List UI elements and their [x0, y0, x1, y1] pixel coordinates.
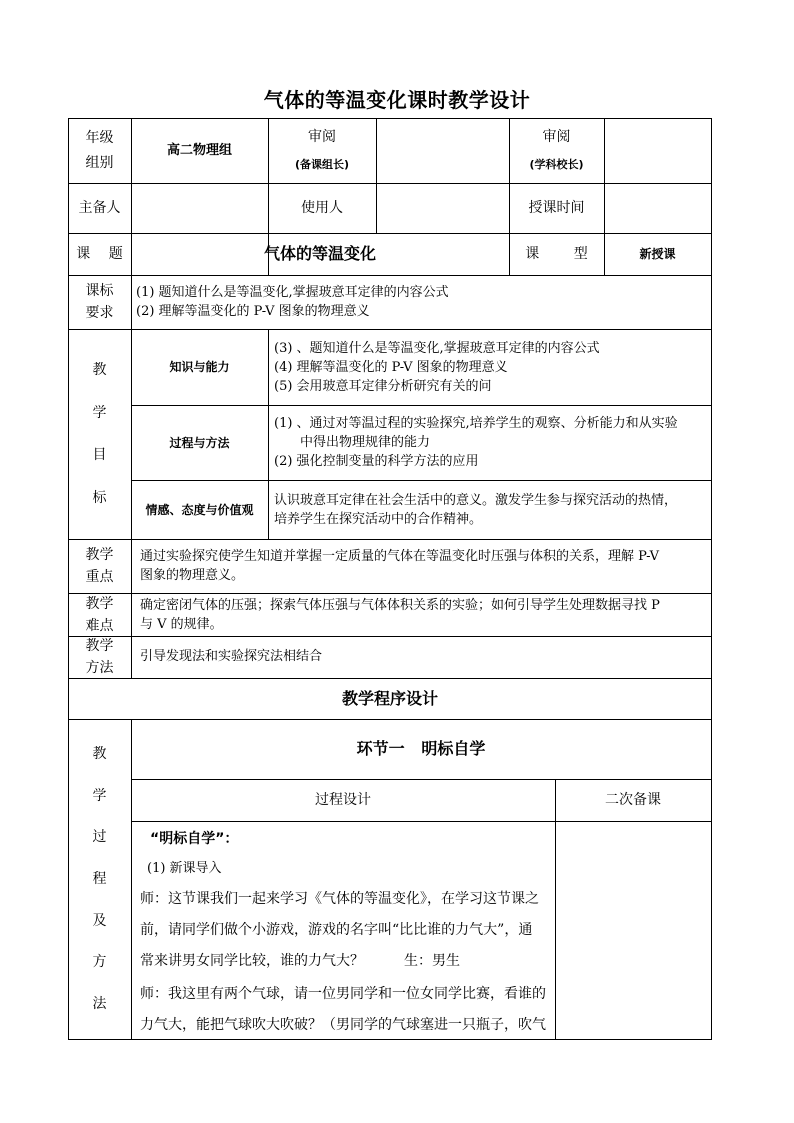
objective-process-items: [274, 405, 708, 480]
list-item: (4) 理解等温变化的 P-V 图象的物理意义: [274, 359, 508, 375]
difficulty-label-1: 教学: [85, 595, 114, 612]
group-label: 组别: [85, 154, 114, 171]
focus-label-1: 教学: [85, 547, 114, 563]
program-side-label: [68, 719, 131, 1039]
time-label: 授课时间: [528, 200, 585, 216]
side-label-char: 法: [92, 996, 107, 1013]
objective-knowledge-label: 知识与能力: [169, 360, 230, 374]
review-leader: [268, 118, 376, 183]
review1-value: [376, 118, 509, 183]
body-line: 力气大，能把气球吹大吹破？（男同学的气球塞进一只瓶子，吹气: [140, 1017, 546, 1033]
text-line: 图象的物理意义。: [140, 568, 245, 583]
focus-label: [68, 539, 131, 593]
body-line: 常来讲男女同学比较，谁的力气大？ 生：男生: [140, 953, 461, 969]
body-line: (1) 新课导入: [147, 861, 222, 876]
review1-sub: (备课组长): [294, 157, 350, 171]
text-line: 通过实验探究使学生知道并掌握一定质量的气体在等温变化时压强与体积的关系，理解 P-V: [140, 549, 660, 564]
side-label-char: 学: [92, 787, 107, 804]
review-principal: [509, 118, 604, 183]
program-title: 教学程序设计: [341, 688, 438, 708]
objectives-label-char: 教: [92, 362, 107, 379]
body-line: “明标自学”：: [150, 831, 239, 847]
review1-label: 审阅: [308, 128, 336, 145]
standard-items: [136, 275, 706, 329]
col-second-header: 二次备课: [605, 792, 661, 808]
topic-label: 课 题: [76, 246, 123, 262]
list-item: (1) 题知道什么是等温变化,掌握玻意耳定律的内容公式: [136, 285, 449, 300]
list-item: 认识玻意耳定律在社会生活中的意义。激发学生参与探究活动的热情，: [274, 492, 678, 508]
col-process-header: 过程设计: [315, 792, 371, 808]
focus-text: [140, 539, 708, 593]
side-label-char: 程: [92, 870, 107, 887]
method-label: [68, 636, 131, 678]
objectives-label: [68, 329, 131, 539]
type-value: 新授课: [639, 247, 676, 261]
review2-label: 审阅: [542, 128, 571, 145]
list-item: (5) 会用玻意耳定律分析研究有关的问: [274, 378, 492, 394]
topic-value: 气体的等温变化: [263, 244, 376, 263]
preparer-label: 主备人: [78, 200, 121, 216]
user-label: 使用人: [301, 200, 343, 216]
list-item: (2) 强化控制变量的科学方法的应用: [274, 454, 479, 469]
method-label-2: 方法: [85, 660, 114, 676]
objective-process-label: 过程与方法: [169, 435, 230, 450]
list-item: (3) 、题知道什么是等温变化,掌握玻意耳定律的内容公式: [274, 340, 600, 356]
list-item: 中得出物理规律的能力: [300, 435, 431, 450]
objective-attitude-items: [274, 480, 708, 539]
focus-label-2: 重点: [85, 569, 114, 585]
side-label-char: 方: [92, 954, 107, 971]
grade-group-label: [68, 118, 131, 183]
review2-sub: (学科校长): [529, 157, 584, 171]
type-label: 课 型: [525, 246, 588, 262]
side-label-char: 教: [92, 745, 107, 762]
side-label-char: 过: [92, 829, 107, 846]
section-title: 环节一 明标自学: [356, 739, 486, 758]
objectives-label-char: 标: [92, 489, 107, 506]
text-line: 与 V 的规律。: [140, 616, 223, 632]
method-label-1: 教学: [85, 638, 114, 654]
body-line: 师：这节课我们一起来学习《气体的等温变化》，在学习这节课之: [140, 891, 539, 907]
objectives-label-char: 学: [92, 404, 107, 421]
standard-label-2: 要求: [85, 305, 114, 321]
method-text: 引导发现法和实验探究法相结合: [140, 649, 323, 664]
body-line: 师：我这里有两个气球，请一位男同学和一位女同学比赛，看谁的: [140, 986, 546, 1002]
difficulty-text: [140, 593, 708, 636]
text-line: 确定密闭气体的压强；探索气体压强与气体体积关系的实验；如何引导学生处理数据寻找 P: [140, 597, 660, 613]
group-value: 高二物理组: [166, 142, 232, 158]
objective-attitude-label: 情感、态度与价值观: [145, 502, 254, 517]
standard-label: [68, 275, 131, 329]
objectives-label-char: 目: [92, 447, 107, 464]
side-label-char: 及: [92, 912, 107, 929]
difficulty-label-2: 难点: [85, 617, 114, 634]
difficulty-label: [68, 593, 131, 636]
body-line: 前，请同学们做个小游戏，游戏的名字叫“比比谁的力气大”，通: [140, 922, 533, 938]
page-title: 气体的等温变化课时教学设计: [263, 88, 531, 112]
list-item: (2) 理解等温变化的 P-V 图象的物理意义: [136, 304, 370, 319]
list-item: (1) 、通过对等温过程的实验探究,培养学生的观察、分析能力和从实验: [274, 416, 678, 431]
objective-knowledge-items: [274, 329, 708, 405]
list-item: 培养学生在探究活动中的合作精神。: [274, 511, 483, 527]
standard-label-1: 课标: [85, 283, 114, 299]
grade-label: 年级: [85, 130, 114, 147]
